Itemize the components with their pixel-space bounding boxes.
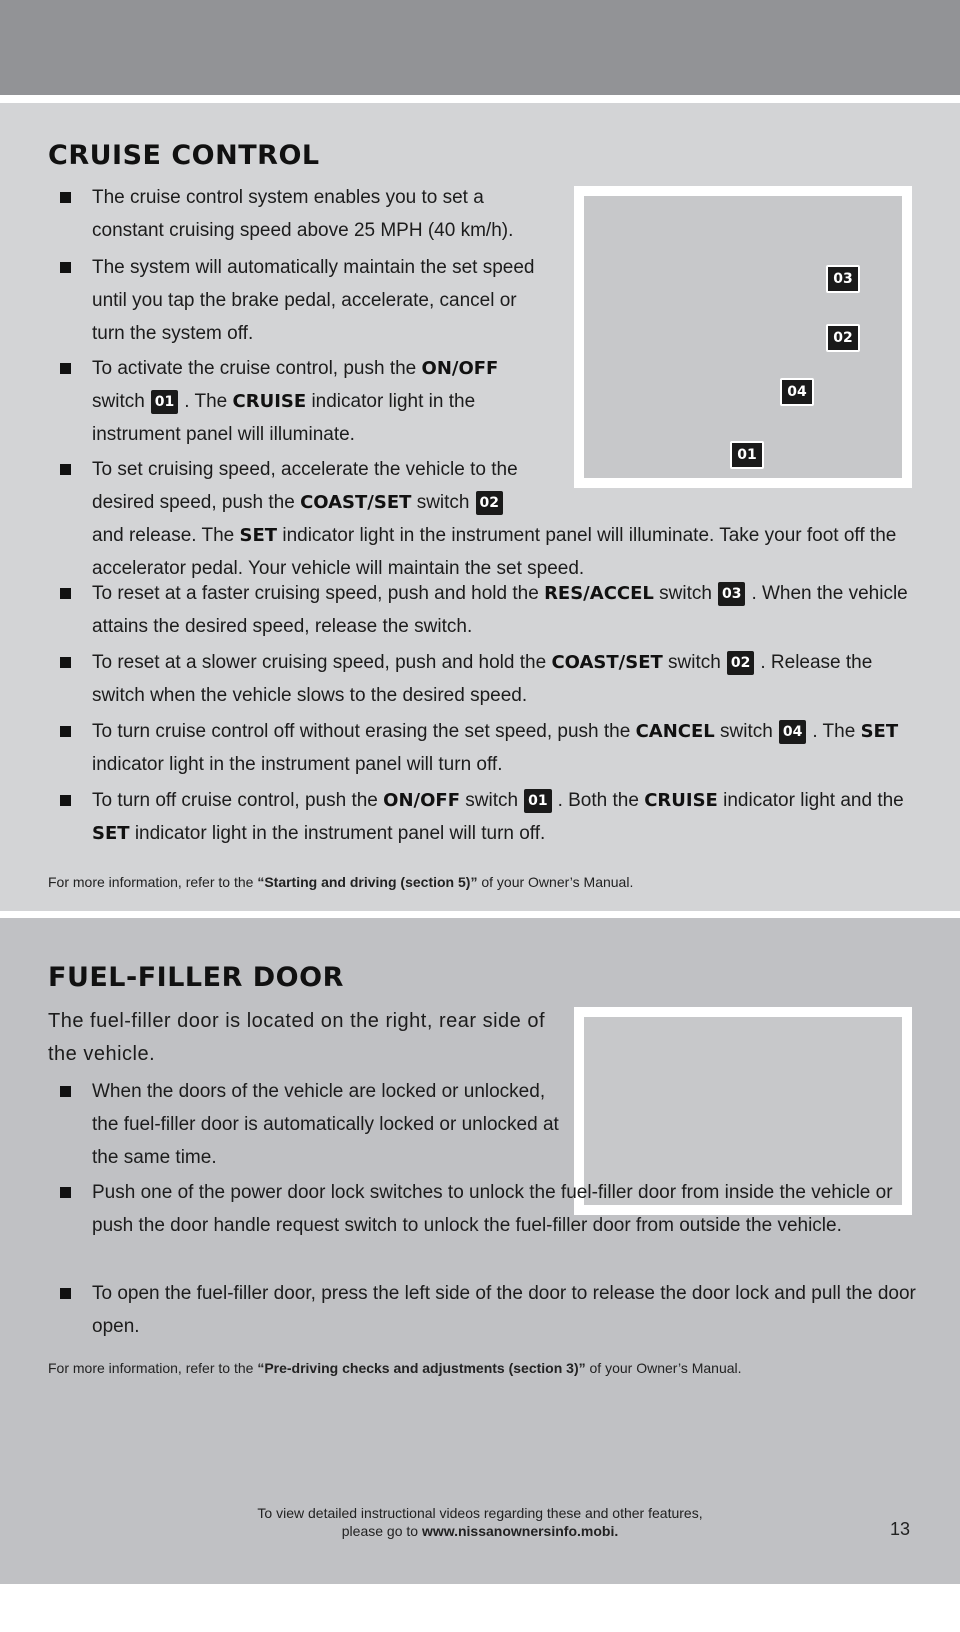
bullet-square-icon — [60, 1187, 71, 1198]
switch-badge-04: 04 — [779, 720, 806, 744]
cruise-bullet-7: To turn cruise control off without erasing the set speed, push the CANCEL switch 04 . The SET indicator light in the instrument panel will turn off. — [60, 715, 924, 781]
fuel-reference-note: For more information, refer to the “Pre-driving checks and adjustments (section 3)” of your Owner’s Manual. — [48, 1360, 742, 1376]
keyword-set: SET — [92, 823, 130, 844]
cruise-bullet-1: The cruise control system enables you to set a constant cruising speed above 25 MPH (40 km/h). — [60, 181, 540, 247]
cruise-bullet-3: To activate the cruise control, push the ON/OFF switch 01 . The CRUISE indicator light in the instrument panel will illuminate. — [60, 352, 540, 451]
fuel-bullet-3: To open the fuel-filler door, press the left side of the door to release the door lock and pull the door open. — [60, 1277, 924, 1343]
keyword-cancel: CANCEL — [635, 721, 715, 742]
bullet-square-icon — [60, 657, 71, 668]
bottom-band — [0, 1584, 960, 1632]
bullet-square-icon — [60, 192, 71, 203]
keyword-on-off: ON/OFF — [383, 790, 460, 811]
fuel-filler-intro: The fuel-filler door is located on the right, rear side of the vehicle. — [48, 1010, 546, 1065]
cruise-bullet-6: To reset at a slower cruising speed, push and hold the COAST/SET switch 02 . Release the switch when the vehicle slows to the desired speed. — [60, 646, 924, 712]
keyword-set: SET — [239, 525, 278, 546]
fuel-bullet-2: Push one of the power door lock switches to unlock the fuel-filler door from inside the vehicle or push the door handle request switch to unlock the fuel-filler door from outside the vehicle. — [60, 1176, 924, 1242]
top-header-bar — [0, 0, 960, 95]
bullet-square-icon — [60, 726, 71, 737]
bullet-square-icon — [60, 1288, 71, 1299]
page-number: 13 — [890, 1519, 911, 1539]
cruise-control-title: CRUISE CONTROL — [48, 140, 320, 171]
photo-label-01: 01 — [730, 441, 764, 469]
cruise-switches-photo — [574, 186, 912, 488]
cruise-bullet-2: The system will automatically maintain the set speed until you tap the brake pedal, accelerate, cancel or turn the system off. — [60, 251, 540, 350]
switch-badge-02: 02 — [727, 651, 754, 675]
cruise-bullet-8: To turn off cruise control, push the ON/OFF switch 01 . Both the CRUISE indicator light and the SET indicator light in the instrument panel will turn off. — [60, 784, 924, 850]
fuel-bullet-1: When the doors of the vehicle are locked or unlocked, the fuel-filler door is automatically locked or unlocked at the same time. — [60, 1075, 560, 1174]
photo-label-04: 04 — [780, 378, 814, 406]
keyword-on-off: ON/OFF — [421, 358, 499, 379]
keyword-cruise: CRUISE — [644, 790, 718, 811]
cruise-bullet-4: To set cruising speed, accelerate the vehicle to the desired speed, push the COAST/SET switch 02 and release. The SET indicator light in the instrument panel will illuminate. Take your foot off the accelerator pedal. Your vehicle will maintain the set speed. — [60, 453, 924, 585]
cruise-reference-note: For more information, refer to the “Starting and driving (section 5)” of your Owner’s Manual. — [48, 874, 634, 890]
bullet-square-icon — [60, 795, 71, 806]
bullet-square-icon — [60, 363, 71, 374]
bullet-square-icon — [60, 464, 71, 475]
keyword-cruise: CRUISE — [232, 391, 307, 412]
photo-label-02: 02 — [826, 324, 860, 352]
photo-label-03: 03 — [826, 265, 860, 293]
keyword-set: SET — [860, 721, 899, 742]
page-footer: To view detailed instructional videos regarding these and other features, please go to www.nissanownersinfo.mobi. — [257, 1505, 703, 1539]
bullet-square-icon — [60, 1086, 71, 1097]
switch-badge-02: 02 — [476, 491, 503, 515]
owners-info-link[interactable]: www.nissanownersinfo.mobi. — [421, 1523, 619, 1539]
keyword-coast-set: COAST/SET — [551, 652, 663, 673]
bullet-square-icon — [60, 262, 71, 273]
cruise-bullet-5: To reset at a faster cruising speed, push and hold the RES/ACCEL switch 03 . When the vehicle attains the desired speed, release the switch. — [60, 577, 924, 643]
switch-badge-03: 03 — [718, 582, 745, 606]
fuel-filler-title: FUEL-FILLER DOOR — [48, 962, 344, 993]
switch-badge-01: 01 — [151, 390, 178, 414]
keyword-res-accel: RES/ACCEL — [544, 583, 654, 604]
bullet-square-icon — [60, 588, 71, 599]
switch-badge-01: 01 — [524, 789, 551, 813]
keyword-coast-set: COAST/SET — [300, 492, 412, 513]
